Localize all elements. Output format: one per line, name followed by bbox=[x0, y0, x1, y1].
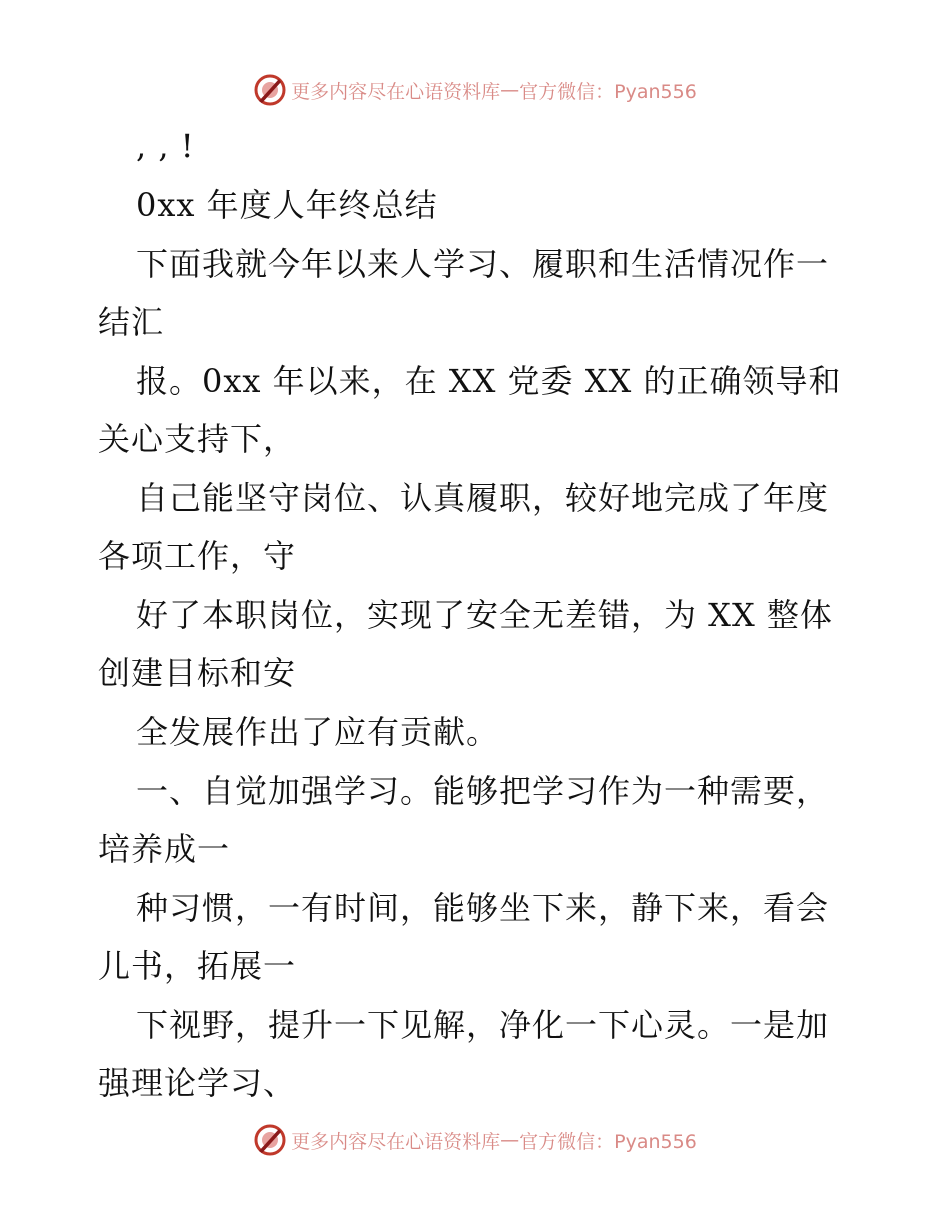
doc-line: 关心支持下， bbox=[98, 420, 297, 458]
doc-line: , , ! bbox=[136, 127, 195, 165]
doc-line: 培养成一 bbox=[98, 830, 231, 868]
doc-line: 自己能坚守岗位、认真履职，较好地完成了年度 bbox=[136, 479, 830, 517]
doc-line: 下视野，提升一下见解，净化一下心灵。一是加 bbox=[136, 1006, 830, 1044]
watermark-banner-top bbox=[0, 68, 950, 112]
doc-line: 创建目标和安 bbox=[98, 654, 297, 692]
doc-line: 儿书，拓展一 bbox=[98, 947, 297, 985]
doc-title: 0xx 年度人年终总结 bbox=[136, 186, 438, 224]
doc-line: 好了本职岗位，实现了安全无差错，为 XX 整体 bbox=[136, 596, 833, 634]
watermark-banner-bottom bbox=[0, 1118, 950, 1162]
doc-line: 种习惯，一有时间，能够坐下来，静下来，看会 bbox=[136, 889, 830, 927]
doc-line: 报。0xx 年以来，在 XX 党委 XX 的正确领导和 bbox=[136, 362, 842, 400]
watermark-contact: 官方微信：Pyan556 bbox=[519, 1130, 697, 1153]
doc-line: 一、自觉加强学习。能够把学习作为一种需要， bbox=[136, 772, 830, 810]
doc-line: 全发展作出了应有贡献。 bbox=[136, 713, 500, 751]
doc-line: 强理论学习、 bbox=[98, 1064, 297, 1102]
doc-line: 各项工作，守 bbox=[98, 537, 297, 575]
watermark-separator: — bbox=[500, 1129, 520, 1151]
doc-line: 结汇 bbox=[98, 303, 165, 341]
watermark-contact: 官方微信：Pyan556 bbox=[519, 80, 697, 103]
watermark-separator: — bbox=[500, 79, 520, 101]
quill-seal-icon bbox=[253, 1123, 287, 1157]
watermark-text: 更多内容尽在心语资料库 bbox=[291, 1130, 501, 1153]
watermark-text: 更多内容尽在心语资料库 bbox=[291, 80, 501, 103]
quill-seal-icon bbox=[253, 73, 287, 107]
doc-line: 下面我就今年以来人学习、履职和生活情况作一 bbox=[136, 245, 830, 283]
